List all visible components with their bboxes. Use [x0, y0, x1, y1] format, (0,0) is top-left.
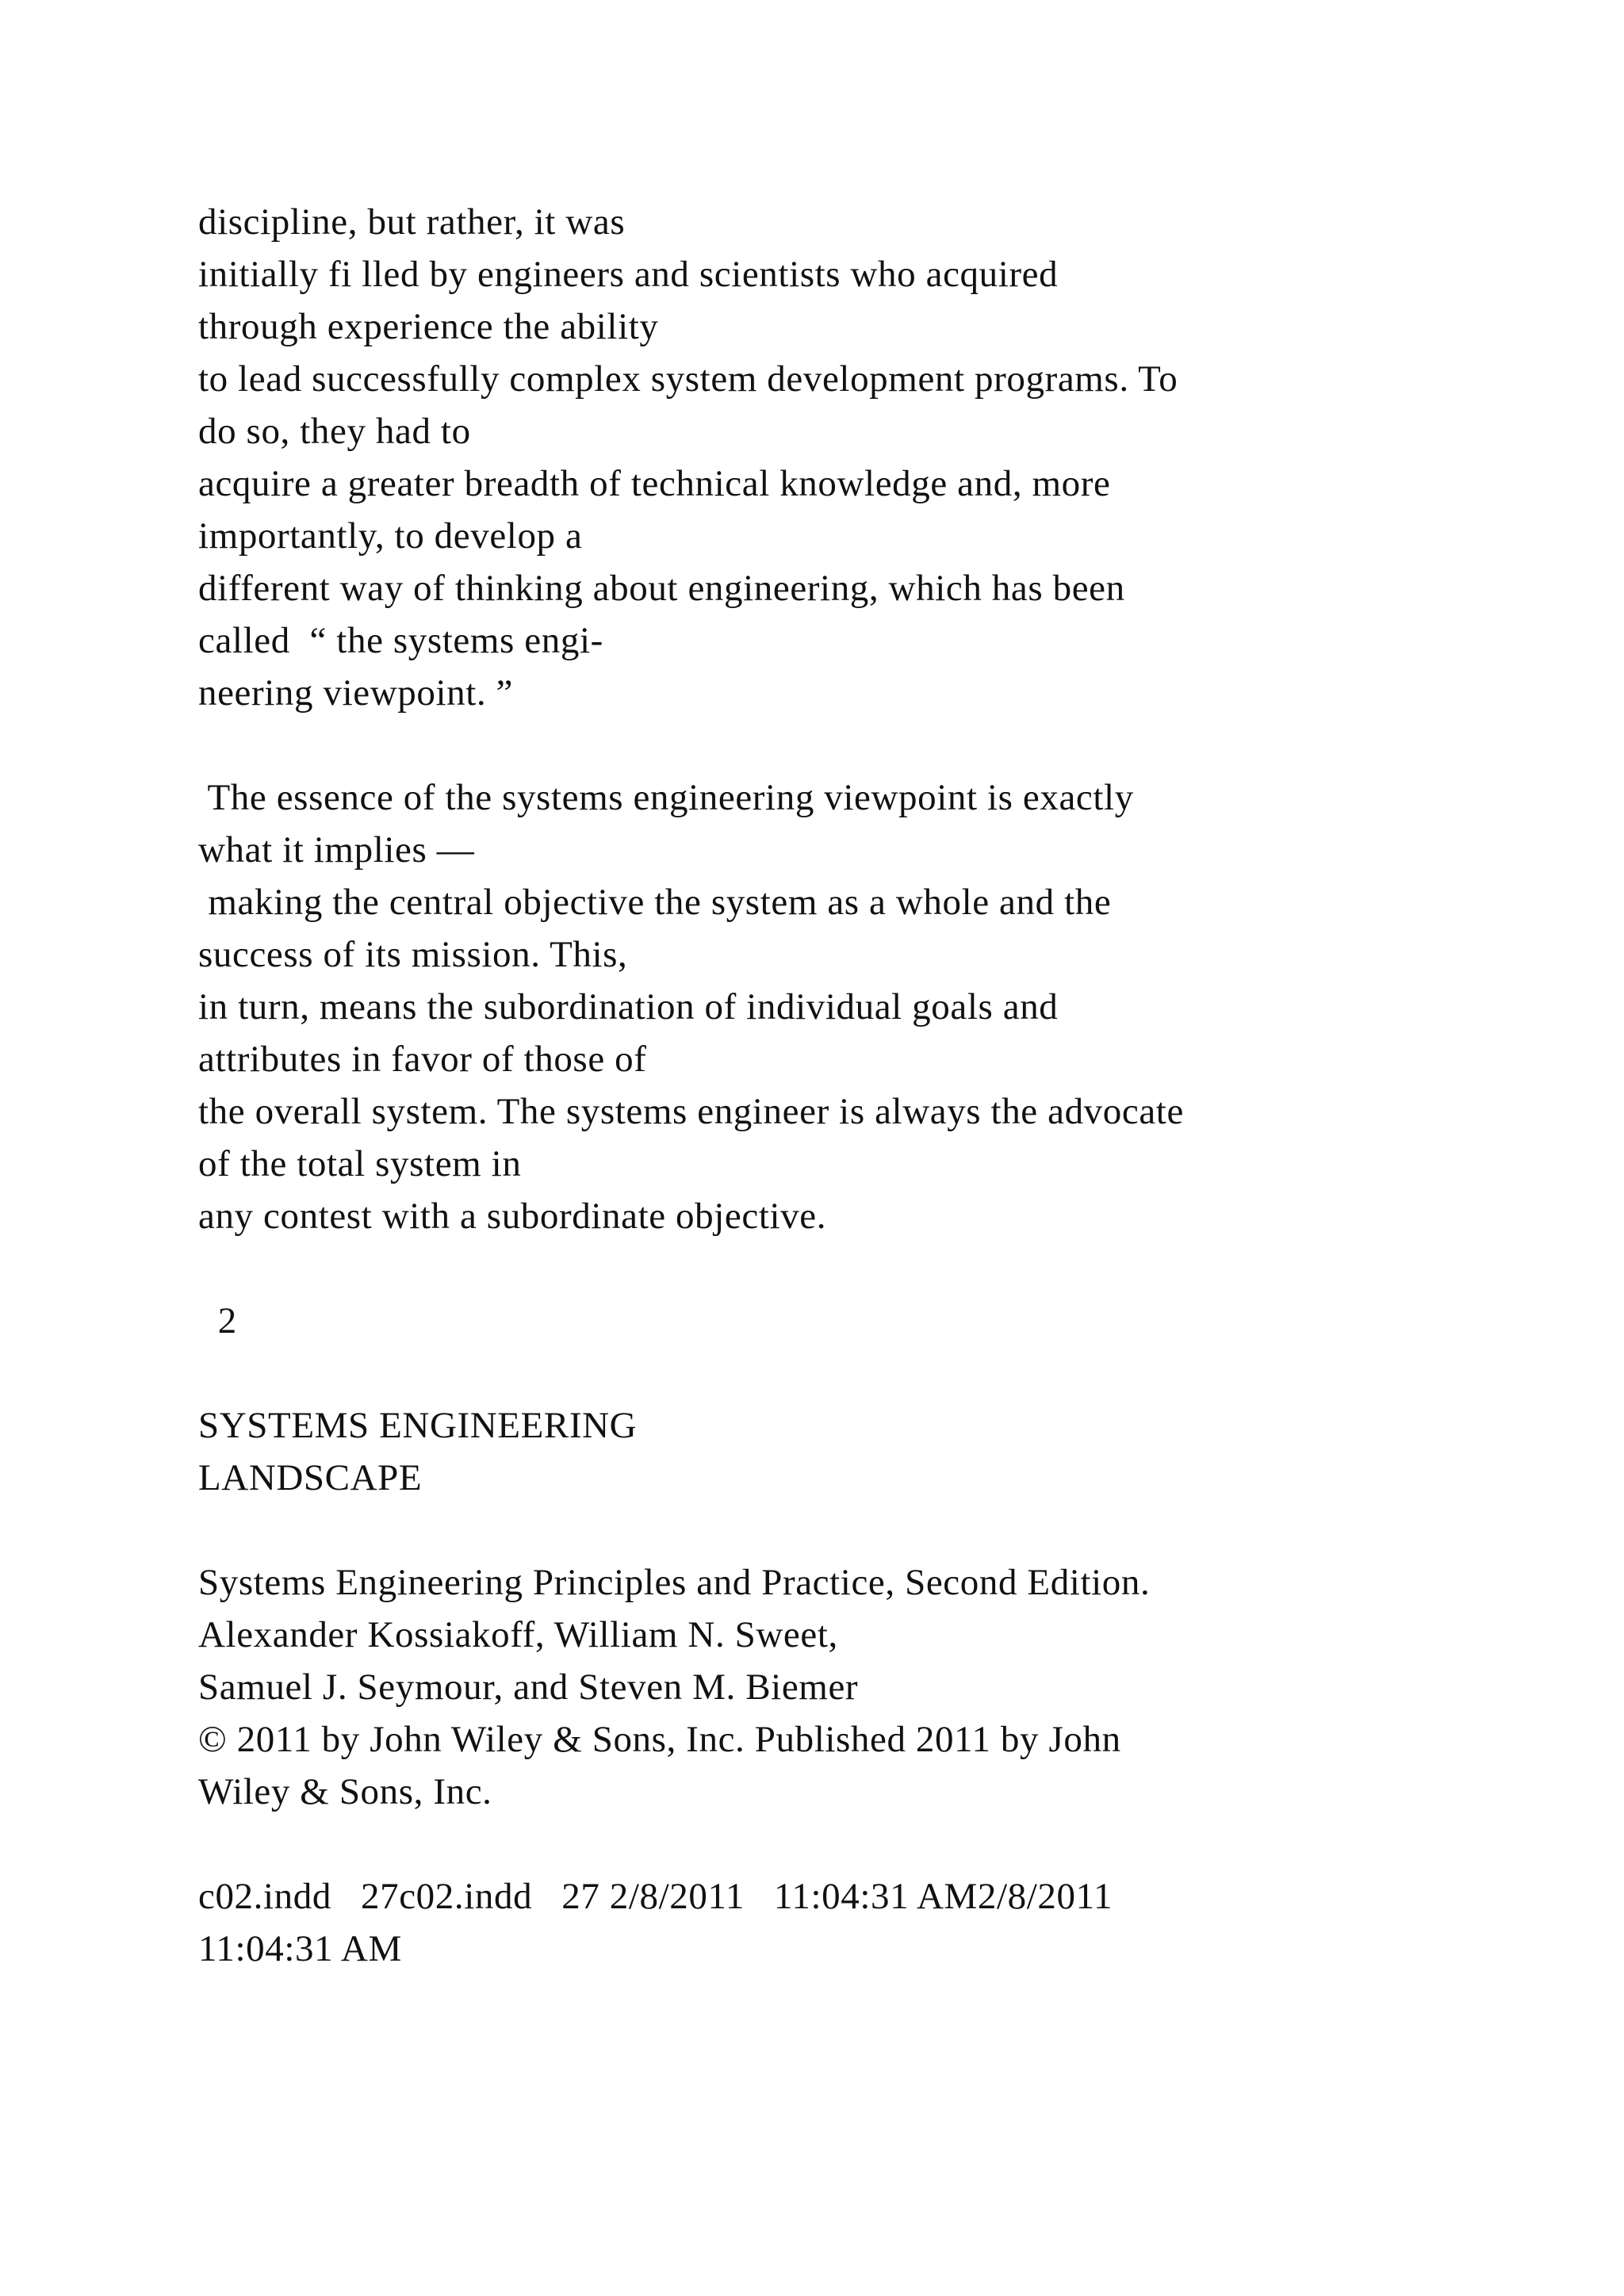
text-line: different way of thinking about engineering, which has been	[198, 568, 1125, 609]
chapter-title	[198, 1399, 1546, 1504]
text-line: the overall system. The systems engineer is always the advocate	[198, 1091, 1184, 1132]
chapter-title-line: LANDSCAPE	[198, 1457, 423, 1498]
page-text	[198, 196, 1546, 1975]
text-line: to lead successfully complex system development programs. To	[198, 358, 1178, 400]
text-line: acquire a greater breadth of technical knowledge and, more	[198, 463, 1111, 504]
text-line: any contest with a subordinate objective.	[198, 1196, 827, 1237]
file-info-line: c02.indd 27c02.indd 27 2/8/2011 11:04:31 AM2/8/2011	[198, 1876, 1113, 1917]
chapter-number: 2	[198, 1300, 237, 1341]
text-line: initially fi lled by engineers and scientists who acquired	[198, 254, 1059, 295]
blank-line	[198, 1818, 1546, 1870]
blank-line	[198, 1242, 1546, 1295]
citation-line: © 2011 by John Wiley & Sons, Inc. Published 2011 by John	[198, 1719, 1121, 1760]
citation-line: Systems Engineering Principles and Practice, Second Edition.	[198, 1562, 1151, 1603]
paragraph-1	[198, 196, 1546, 719]
blank-line	[198, 719, 1546, 771]
paragraph-2	[198, 771, 1546, 1242]
text-line: importantly, to develop a	[198, 515, 583, 557]
text-line: neering viewpoint. ”	[198, 672, 514, 714]
text-line: making the central objective the system as a whole and the	[198, 882, 1112, 923]
text-line: called “ the systems engi-	[198, 620, 603, 661]
text-line: do so, they had to	[198, 411, 471, 452]
text-line: what it implies —	[198, 829, 475, 871]
citation	[198, 1556, 1546, 1818]
citation-line: Wiley & Sons, Inc.	[198, 1771, 492, 1812]
blank-line	[198, 1347, 1546, 1399]
text-line: The essence of the systems engineering viewpoint is exactly	[198, 777, 1134, 818]
chapter-title-line: SYSTEMS ENGINEERING	[198, 1405, 638, 1446]
blank-line	[198, 1504, 1546, 1556]
text-line: of the total system in	[198, 1143, 522, 1184]
text-line: attributes in favor of those of	[198, 1039, 647, 1080]
citation-line: Samuel J. Seymour, and Steven M. Biemer	[198, 1667, 859, 1708]
text-line: through experience the ability	[198, 306, 659, 347]
file-info	[198, 1870, 1546, 1975]
text-line: success of its mission. This,	[198, 934, 628, 975]
text-line: discipline, but rather, it was	[198, 201, 626, 243]
text-line: in turn, means the subordination of individual goals and	[198, 986, 1059, 1027]
citation-line: Alexander Kossiakoff, William N. Sweet,	[198, 1614, 838, 1655]
file-info-line: 11:04:31 AM	[198, 1928, 402, 1969]
